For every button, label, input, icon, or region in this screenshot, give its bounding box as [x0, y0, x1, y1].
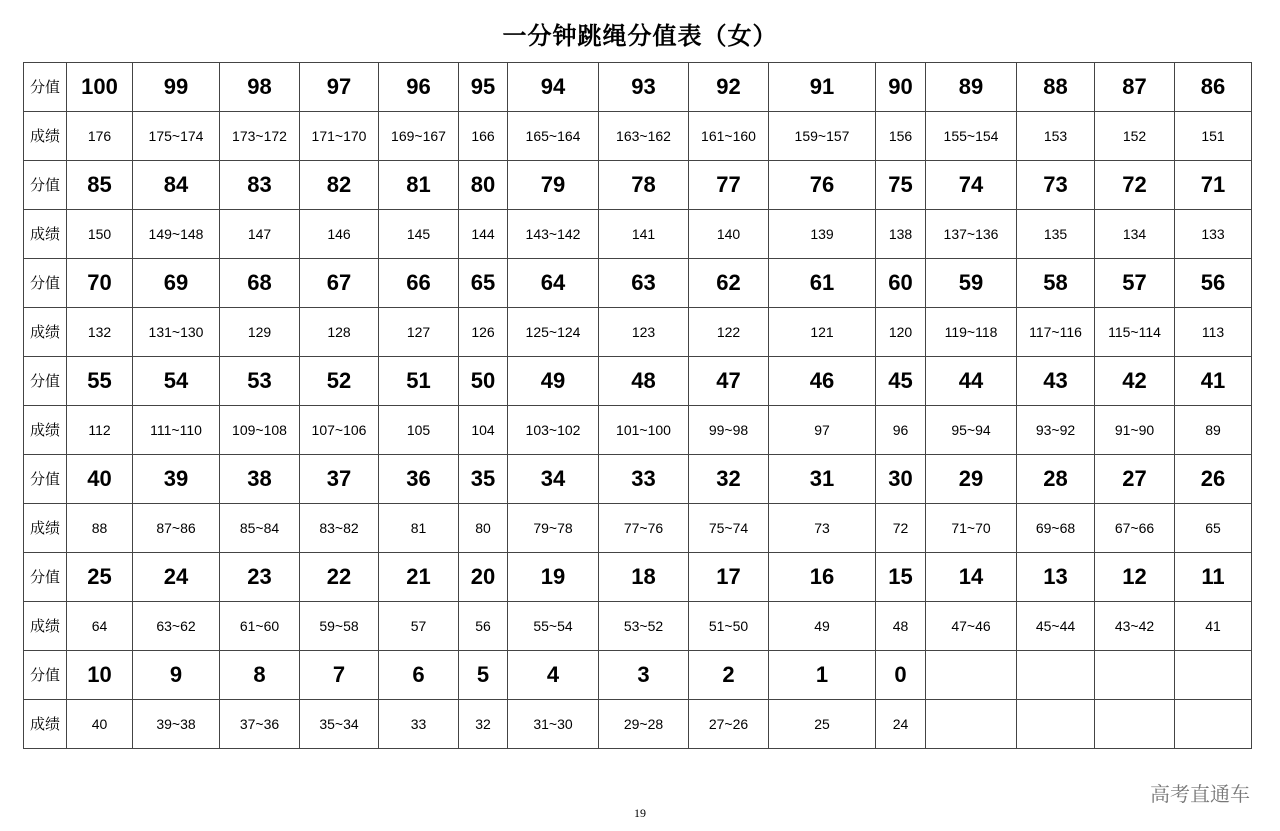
- performance-cell: 32: [459, 700, 508, 749]
- points-cell: 95: [459, 63, 508, 112]
- performance-cell: 49: [769, 602, 876, 651]
- performance-cell: 35~34: [300, 700, 379, 749]
- points-row-label: 分值: [24, 651, 67, 700]
- performance-cell: 59~58: [300, 602, 379, 651]
- points-cell: 28: [1017, 455, 1095, 504]
- performance-cell: [926, 700, 1017, 749]
- performance-row-label: 成绩: [24, 210, 67, 259]
- performance-cell: 43~42: [1095, 602, 1175, 651]
- performance-cell: 89: [1175, 406, 1252, 455]
- performance-cell: 132: [67, 308, 133, 357]
- points-cell: 100: [67, 63, 133, 112]
- performance-cell: [1095, 700, 1175, 749]
- points-cell: 82: [300, 161, 379, 210]
- score-table: [23, 62, 1252, 749]
- points-cell: 94: [508, 63, 599, 112]
- performance-cell: 139: [769, 210, 876, 259]
- points-cell: 16: [769, 553, 876, 602]
- points-cell: 84: [133, 161, 220, 210]
- performance-cell: 25: [769, 700, 876, 749]
- performance-cell: 129: [220, 308, 300, 357]
- points-row-label: 分值: [24, 161, 67, 210]
- points-cell: 81: [379, 161, 459, 210]
- performance-row-label: 成绩: [24, 700, 67, 749]
- points-cell: 5: [459, 651, 508, 700]
- points-cell: 10: [67, 651, 133, 700]
- points-cell: 59: [926, 259, 1017, 308]
- points-cell: 60: [876, 259, 926, 308]
- performance-cell: 156: [876, 112, 926, 161]
- performance-cell: 55~54: [508, 602, 599, 651]
- points-row-label: 分值: [24, 553, 67, 602]
- points-cell: 66: [379, 259, 459, 308]
- performance-cell: 138: [876, 210, 926, 259]
- performance-cell: [1017, 700, 1095, 749]
- performance-cell: 37~36: [220, 700, 300, 749]
- performance-cell: 126: [459, 308, 508, 357]
- performance-cell: 153: [1017, 112, 1095, 161]
- points-row: [24, 455, 1252, 504]
- points-cell: 63: [599, 259, 689, 308]
- points-cell: 7: [300, 651, 379, 700]
- points-cell: 54: [133, 357, 220, 406]
- performance-cell: 57: [379, 602, 459, 651]
- performance-cell: 127: [379, 308, 459, 357]
- points-cell: 48: [599, 357, 689, 406]
- points-cell: 36: [379, 455, 459, 504]
- performance-cell: 133: [1175, 210, 1252, 259]
- performance-cell: 96: [876, 406, 926, 455]
- points-row: [24, 161, 1252, 210]
- points-cell: 92: [689, 63, 769, 112]
- performance-cell: 45~44: [1017, 602, 1095, 651]
- performance-cell: 24: [876, 700, 926, 749]
- page-title: 一分钟跳绳分值表（女）: [502, 22, 778, 50]
- points-cell: 78: [599, 161, 689, 210]
- points-cell: 96: [379, 63, 459, 112]
- points-cell: 64: [508, 259, 599, 308]
- points-cell: 86: [1175, 63, 1252, 112]
- performance-cell: 166: [459, 112, 508, 161]
- performance-cell: 91~90: [1095, 406, 1175, 455]
- points-cell: 13: [1017, 553, 1095, 602]
- performance-cell: 151: [1175, 112, 1252, 161]
- performance-cell: 125~124: [508, 308, 599, 357]
- performance-cell: 80: [459, 504, 508, 553]
- points-cell: 74: [926, 161, 1017, 210]
- points-cell: 49: [508, 357, 599, 406]
- points-cell: 32: [689, 455, 769, 504]
- performance-cell: 47~46: [926, 602, 1017, 651]
- performance-cell: 97: [769, 406, 876, 455]
- points-cell: 53: [220, 357, 300, 406]
- performance-cell: 77~76: [599, 504, 689, 553]
- performance-cell: 87~86: [133, 504, 220, 553]
- points-row-label: 分值: [24, 357, 67, 406]
- points-cell: [1095, 651, 1175, 700]
- performance-cell: [1175, 700, 1252, 749]
- performance-cell: 159~157: [769, 112, 876, 161]
- performance-cell: 72: [876, 504, 926, 553]
- performance-cell: 149~148: [133, 210, 220, 259]
- points-cell: [1017, 651, 1095, 700]
- points-cell: 11: [1175, 553, 1252, 602]
- points-row-label: 分值: [24, 63, 67, 112]
- points-cell: 20: [459, 553, 508, 602]
- points-cell: 51: [379, 357, 459, 406]
- performance-cell: 109~108: [220, 406, 300, 455]
- points-cell: 98: [220, 63, 300, 112]
- points-cell: 45: [876, 357, 926, 406]
- points-cell: 6: [379, 651, 459, 700]
- points-cell: 70: [67, 259, 133, 308]
- performance-cell: 122: [689, 308, 769, 357]
- points-cell: 43: [1017, 357, 1095, 406]
- performance-cell: 171~170: [300, 112, 379, 161]
- performance-cell: 123: [599, 308, 689, 357]
- points-cell: 12: [1095, 553, 1175, 602]
- points-cell: 26: [1175, 455, 1252, 504]
- performance-cell: 104: [459, 406, 508, 455]
- points-cell: 62: [689, 259, 769, 308]
- points-cell: 8: [220, 651, 300, 700]
- points-cell: 22: [300, 553, 379, 602]
- points-cell: 77: [689, 161, 769, 210]
- points-cell: 50: [459, 357, 508, 406]
- performance-cell: 163~162: [599, 112, 689, 161]
- performance-cell: 65: [1175, 504, 1252, 553]
- performance-cell: 95~94: [926, 406, 1017, 455]
- performance-cell: 69~68: [1017, 504, 1095, 553]
- points-cell: 67: [300, 259, 379, 308]
- points-row: [24, 651, 1252, 700]
- performance-cell: 175~174: [133, 112, 220, 161]
- performance-cell: 105: [379, 406, 459, 455]
- points-cell: 30: [876, 455, 926, 504]
- points-cell: 47: [689, 357, 769, 406]
- points-cell: 75: [876, 161, 926, 210]
- watermark: 高考直通车: [1150, 782, 1250, 806]
- points-cell: 57: [1095, 259, 1175, 308]
- points-cell: [1175, 651, 1252, 700]
- performance-cell: 169~167: [379, 112, 459, 161]
- performance-cell: 128: [300, 308, 379, 357]
- points-cell: 37: [300, 455, 379, 504]
- points-cell: 19: [508, 553, 599, 602]
- points-cell: 44: [926, 357, 1017, 406]
- performance-cell: 147: [220, 210, 300, 259]
- performance-cell: 135: [1017, 210, 1095, 259]
- performance-row: [24, 700, 1252, 749]
- performance-cell: 27~26: [689, 700, 769, 749]
- performance-cell: 53~52: [599, 602, 689, 651]
- points-cell: 90: [876, 63, 926, 112]
- points-cell: 89: [926, 63, 1017, 112]
- points-cell: 73: [1017, 161, 1095, 210]
- points-cell: 21: [379, 553, 459, 602]
- performance-cell: 111~110: [133, 406, 220, 455]
- performance-cell: 75~74: [689, 504, 769, 553]
- points-cell: 18: [599, 553, 689, 602]
- points-cell: 27: [1095, 455, 1175, 504]
- points-cell: 14: [926, 553, 1017, 602]
- performance-cell: 63~62: [133, 602, 220, 651]
- points-cell: 46: [769, 357, 876, 406]
- performance-cell: 115~114: [1095, 308, 1175, 357]
- points-cell: 88: [1017, 63, 1095, 112]
- points-cell: 3: [599, 651, 689, 700]
- performance-cell: 145: [379, 210, 459, 259]
- performance-cell: 112: [67, 406, 133, 455]
- performance-cell: 40: [67, 700, 133, 749]
- performance-cell: 64: [67, 602, 133, 651]
- points-cell: 71: [1175, 161, 1252, 210]
- performance-cell: 144: [459, 210, 508, 259]
- points-cell: 68: [220, 259, 300, 308]
- points-cell: 99: [133, 63, 220, 112]
- performance-cell: 85~84: [220, 504, 300, 553]
- points-cell: 72: [1095, 161, 1175, 210]
- points-cell: 17: [689, 553, 769, 602]
- points-cell: 41: [1175, 357, 1252, 406]
- points-row: [24, 63, 1252, 112]
- performance-cell: 61~60: [220, 602, 300, 651]
- points-row-label: 分值: [24, 455, 67, 504]
- performance-cell: 131~130: [133, 308, 220, 357]
- performance-cell: 117~116: [1017, 308, 1095, 357]
- performance-row: [24, 406, 1252, 455]
- points-cell: 79: [508, 161, 599, 210]
- performance-cell: 39~38: [133, 700, 220, 749]
- points-cell: 58: [1017, 259, 1095, 308]
- points-cell: 91: [769, 63, 876, 112]
- points-cell: 29: [926, 455, 1017, 504]
- points-cell: 35: [459, 455, 508, 504]
- performance-cell: 113: [1175, 308, 1252, 357]
- points-row: [24, 259, 1252, 308]
- performance-cell: 119~118: [926, 308, 1017, 357]
- points-cell: 76: [769, 161, 876, 210]
- points-cell: 97: [300, 63, 379, 112]
- points-cell: 85: [67, 161, 133, 210]
- performance-cell: 33: [379, 700, 459, 749]
- performance-cell: 137~136: [926, 210, 1017, 259]
- points-row: [24, 357, 1252, 406]
- points-cell: 9: [133, 651, 220, 700]
- performance-cell: 51~50: [689, 602, 769, 651]
- performance-row-label: 成绩: [24, 602, 67, 651]
- performance-cell: 155~154: [926, 112, 1017, 161]
- points-cell: 24: [133, 553, 220, 602]
- points-cell: 33: [599, 455, 689, 504]
- performance-cell: 107~106: [300, 406, 379, 455]
- points-row-label: 分值: [24, 259, 67, 308]
- points-cell: 39: [133, 455, 220, 504]
- points-cell: 40: [67, 455, 133, 504]
- performance-cell: 173~172: [220, 112, 300, 161]
- score-table-body: [24, 63, 1252, 749]
- points-cell: 87: [1095, 63, 1175, 112]
- points-cell: 55: [67, 357, 133, 406]
- points-cell: 61: [769, 259, 876, 308]
- performance-cell: 143~142: [508, 210, 599, 259]
- performance-row: [24, 112, 1252, 161]
- performance-row: [24, 602, 1252, 651]
- points-cell: 23: [220, 553, 300, 602]
- performance-row-label: 成绩: [24, 406, 67, 455]
- points-cell: 2: [689, 651, 769, 700]
- performance-row: [24, 504, 1252, 553]
- points-cell: 31: [769, 455, 876, 504]
- performance-cell: 93~92: [1017, 406, 1095, 455]
- points-cell: 52: [300, 357, 379, 406]
- performance-cell: 48: [876, 602, 926, 651]
- points-cell: [926, 651, 1017, 700]
- performance-cell: 79~78: [508, 504, 599, 553]
- performance-cell: 120: [876, 308, 926, 357]
- performance-cell: 146: [300, 210, 379, 259]
- performance-row-label: 成绩: [24, 112, 67, 161]
- performance-cell: 56: [459, 602, 508, 651]
- performance-cell: 67~66: [1095, 504, 1175, 553]
- performance-cell: 134: [1095, 210, 1175, 259]
- points-cell: 0: [876, 651, 926, 700]
- performance-cell: 152: [1095, 112, 1175, 161]
- points-cell: 65: [459, 259, 508, 308]
- performance-row-label: 成绩: [24, 308, 67, 357]
- performance-cell: 141: [599, 210, 689, 259]
- performance-cell: 99~98: [689, 406, 769, 455]
- performance-cell: 73: [769, 504, 876, 553]
- performance-cell: 165~164: [508, 112, 599, 161]
- performance-cell: 161~160: [689, 112, 769, 161]
- performance-cell: 29~28: [599, 700, 689, 749]
- points-cell: 25: [67, 553, 133, 602]
- performance-row-label: 成绩: [24, 504, 67, 553]
- points-cell: 38: [220, 455, 300, 504]
- points-cell: 83: [220, 161, 300, 210]
- performance-cell: 103~102: [508, 406, 599, 455]
- performance-cell: 140: [689, 210, 769, 259]
- performance-row: [24, 308, 1252, 357]
- performance-cell: 121: [769, 308, 876, 357]
- points-cell: 15: [876, 553, 926, 602]
- performance-cell: 150: [67, 210, 133, 259]
- points-cell: 56: [1175, 259, 1252, 308]
- performance-cell: 31~30: [508, 700, 599, 749]
- performance-cell: 81: [379, 504, 459, 553]
- performance-cell: 101~100: [599, 406, 689, 455]
- points-row: [24, 553, 1252, 602]
- performance-cell: 41: [1175, 602, 1252, 651]
- points-cell: 34: [508, 455, 599, 504]
- page-number: 19: [634, 806, 646, 820]
- performance-row: [24, 210, 1252, 259]
- performance-cell: 88: [67, 504, 133, 553]
- points-cell: 69: [133, 259, 220, 308]
- performance-cell: 71~70: [926, 504, 1017, 553]
- points-cell: 80: [459, 161, 508, 210]
- performance-cell: 176: [67, 112, 133, 161]
- points-cell: 1: [769, 651, 876, 700]
- points-cell: 4: [508, 651, 599, 700]
- points-cell: 93: [599, 63, 689, 112]
- performance-cell: 83~82: [300, 504, 379, 553]
- points-cell: 42: [1095, 357, 1175, 406]
